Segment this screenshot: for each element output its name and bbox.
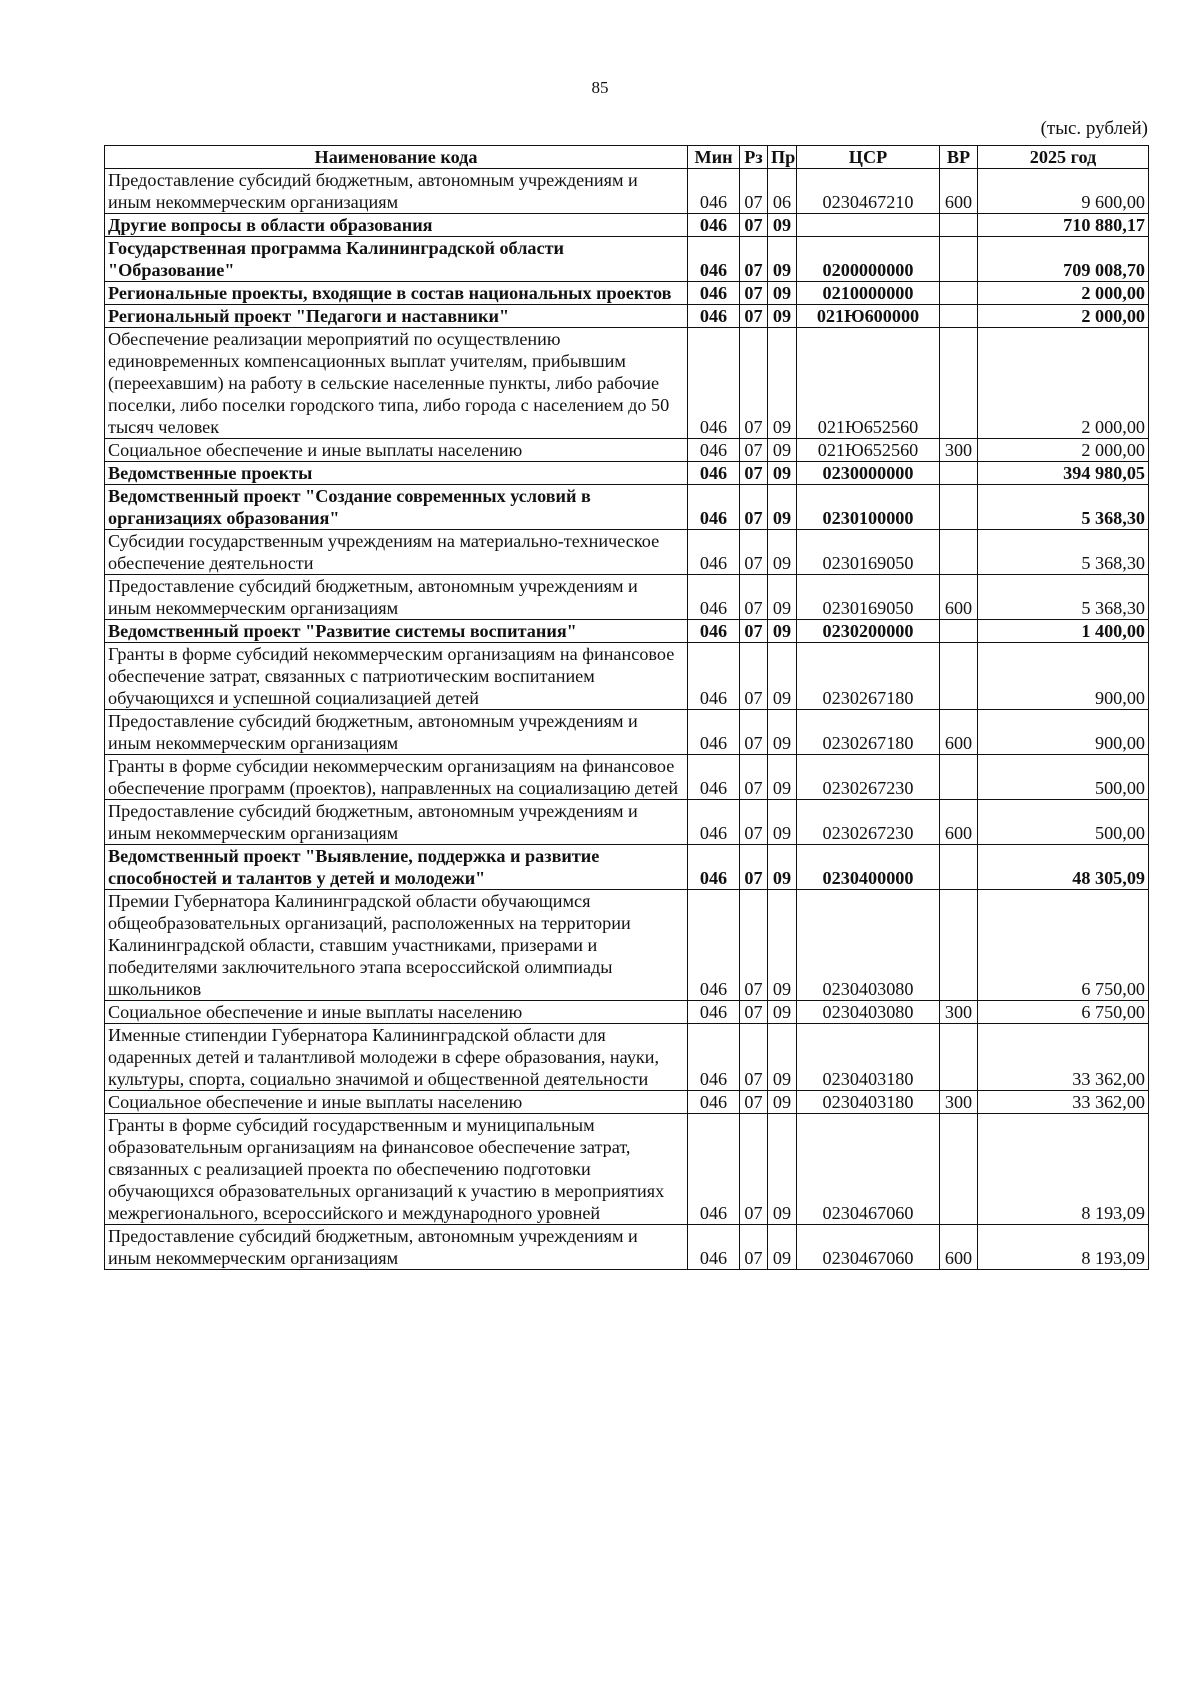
cell-sum: 1 400,00 <box>978 620 1149 643</box>
cell-vr: 300 <box>940 439 978 462</box>
cell-pr: 09 <box>768 462 797 485</box>
cell-sum: 33 362,00 <box>978 1091 1149 1114</box>
cell-sum: 8 193,09 <box>978 1225 1149 1270</box>
cell-name: Гранты в форме субсидий некоммерческим организациям на финансовое обеспечение затрат, связанных с патриотическим воспитанием обучающихся и успешной социализацией детей <box>105 643 688 710</box>
cell-name: Другие вопросы в области образования <box>105 214 688 237</box>
table-row <box>105 845 1149 890</box>
table-row <box>105 643 1149 710</box>
cell-name: Ведомственный проект "Развитие системы воспитания" <box>105 620 688 643</box>
header-sum: 2025 год <box>978 146 1149 169</box>
cell-csr: 0230000000 <box>797 462 940 485</box>
cell-csr: 0230403180 <box>797 1024 940 1091</box>
cell-pr: 09 <box>768 1114 797 1225</box>
cell-name: Региональный проект "Педагоги и наставники" <box>105 305 688 328</box>
cell-vr: 600 <box>940 169 978 214</box>
cell-name: Именные стипендии Губернатора Калининградской области для одаренных детей и талантливой молодежи в сфере образования, науки, культуры, спорта, социально значимой и общественной деятельности <box>105 1024 688 1091</box>
cell-min: 046 <box>688 575 740 620</box>
cell-min: 046 <box>688 530 740 575</box>
table-row <box>105 439 1149 462</box>
cell-csr: 0200000000 <box>797 237 940 282</box>
cell-min: 046 <box>688 1024 740 1091</box>
cell-rz: 07 <box>740 1001 768 1024</box>
cell-name: Ведомственный проект "Выявление, поддержка и развитие способностей и талантов у детей и молодежи" <box>105 845 688 890</box>
cell-csr: 021Ю600000 <box>797 305 940 328</box>
cell-min: 046 <box>688 169 740 214</box>
cell-sum: 5 368,30 <box>978 530 1149 575</box>
cell-csr: 0230267230 <box>797 800 940 845</box>
cell-pr: 09 <box>768 643 797 710</box>
cell-sum: 900,00 <box>978 643 1149 710</box>
table-header-row <box>105 146 1149 169</box>
cell-csr <box>797 214 940 237</box>
cell-csr: 0230100000 <box>797 485 940 530</box>
cell-rz: 07 <box>740 643 768 710</box>
cell-min: 046 <box>688 328 740 439</box>
cell-rz: 07 <box>740 439 768 462</box>
cell-csr: 021Ю652560 <box>797 328 940 439</box>
cell-name: Региональные проекты, входящие в состав национальных проектов <box>105 282 688 305</box>
cell-name: Ведомственные проекты <box>105 462 688 485</box>
cell-rz: 07 <box>740 755 768 800</box>
cell-rz: 07 <box>740 800 768 845</box>
cell-name: Предоставление субсидий бюджетным, автономным учреждениям и иным некоммерческим организациям <box>105 1225 688 1270</box>
cell-pr: 09 <box>768 575 797 620</box>
cell-vr: 600 <box>940 575 978 620</box>
cell-csr: 0230403080 <box>797 890 940 1001</box>
cell-vr <box>940 530 978 575</box>
cell-vr: 300 <box>940 1091 978 1114</box>
cell-sum: 900,00 <box>978 710 1149 755</box>
cell-rz: 07 <box>740 890 768 1001</box>
cell-pr: 09 <box>768 305 797 328</box>
table-row <box>105 1091 1149 1114</box>
table-row <box>105 237 1149 282</box>
cell-rz: 07 <box>740 282 768 305</box>
cell-vr <box>940 643 978 710</box>
cell-rz: 07 <box>740 1114 768 1225</box>
cell-vr <box>940 890 978 1001</box>
cell-pr: 09 <box>768 485 797 530</box>
header-rz: Рз <box>740 146 768 169</box>
cell-name: Государственная программа Калининградской области "Образование" <box>105 237 688 282</box>
table-row <box>105 1114 1149 1225</box>
cell-rz: 07 <box>740 214 768 237</box>
cell-csr: 0230467060 <box>797 1114 940 1225</box>
cell-sum: 9 600,00 <box>978 169 1149 214</box>
cell-sum: 6 750,00 <box>978 890 1149 1001</box>
cell-vr: 600 <box>940 800 978 845</box>
cell-rz: 07 <box>740 462 768 485</box>
cell-pr: 09 <box>768 282 797 305</box>
cell-min: 046 <box>688 710 740 755</box>
cell-name: Премии Губернатора Калининградской области обучающимся общеобразовательных организаций, расположенных на территории Калининградской области, ставшим участниками, призерами и победителями заключительного этапа всероссийской олимпиады школьников <box>105 890 688 1001</box>
cell-rz: 07 <box>740 620 768 643</box>
cell-min: 046 <box>688 237 740 282</box>
table-row <box>105 485 1149 530</box>
cell-vr <box>940 1114 978 1225</box>
cell-vr <box>940 462 978 485</box>
cell-csr: 0230400000 <box>797 845 940 890</box>
cell-pr: 09 <box>768 710 797 755</box>
cell-rz: 07 <box>740 1225 768 1270</box>
cell-vr: 300 <box>940 1001 978 1024</box>
cell-sum: 5 368,30 <box>978 575 1149 620</box>
cell-pr: 09 <box>768 1024 797 1091</box>
cell-vr: 600 <box>940 1225 978 1270</box>
cell-pr: 09 <box>768 214 797 237</box>
cell-rz: 07 <box>740 305 768 328</box>
cell-name: Гранты в форме субсидии некоммерческим организациям на финансовое обеспечение программ (проектов), направленных на социализацию детей <box>105 755 688 800</box>
cell-vr <box>940 305 978 328</box>
cell-sum: 709 008,70 <box>978 237 1149 282</box>
cell-csr: 0230467060 <box>797 1225 940 1270</box>
table-body <box>105 169 1149 1270</box>
cell-vr <box>940 237 978 282</box>
table-row <box>105 620 1149 643</box>
cell-rz: 07 <box>740 328 768 439</box>
page-number: 85 <box>591 78 609 97</box>
cell-pr: 09 <box>768 530 797 575</box>
cell-rz: 07 <box>740 530 768 575</box>
cell-name: Социальное обеспечение и иные выплаты населению <box>105 1001 688 1024</box>
cell-name: Социальное обеспечение и иные выплаты населению <box>105 439 688 462</box>
cell-vr: 600 <box>940 710 978 755</box>
header-min: Мин <box>688 146 740 169</box>
cell-sum: 394 980,05 <box>978 462 1149 485</box>
table-row <box>105 575 1149 620</box>
cell-csr: 0230169050 <box>797 530 940 575</box>
cell-csr: 0230267230 <box>797 755 940 800</box>
units-label: (тыс. рублей) <box>1040 118 1148 139</box>
cell-min: 046 <box>688 643 740 710</box>
cell-sum: 2 000,00 <box>978 305 1149 328</box>
cell-vr <box>940 328 978 439</box>
header-pr: Пр <box>768 146 797 169</box>
cell-min: 046 <box>688 439 740 462</box>
cell-min: 046 <box>688 845 740 890</box>
cell-name: Ведомственный проект "Создание современных условий в организациях образования" <box>105 485 688 530</box>
cell-sum: 500,00 <box>978 755 1149 800</box>
cell-vr <box>940 845 978 890</box>
cell-csr: 0230267180 <box>797 710 940 755</box>
cell-min: 046 <box>688 1001 740 1024</box>
cell-name: Гранты в форме субсидий государственным и муниципальным образовательным организациям на финансовое обеспечение затрат, связанных с реализацией проекта по обеспечению подготовки обучающихся образовательных организаций к участию в мероприятиях межрегионального, всероссийского и международного уровней <box>105 1114 688 1225</box>
cell-rz: 07 <box>740 237 768 282</box>
cell-sum: 500,00 <box>978 800 1149 845</box>
table-row <box>105 1225 1149 1270</box>
cell-sum: 48 305,09 <box>978 845 1149 890</box>
table-row <box>105 214 1149 237</box>
cell-name: Предоставление субсидий бюджетным, автономным учреждениям и иным некоммерческим организациям <box>105 575 688 620</box>
cell-min: 046 <box>688 214 740 237</box>
cell-pr: 09 <box>768 1091 797 1114</box>
cell-rz: 07 <box>740 845 768 890</box>
table-row <box>105 1024 1149 1091</box>
cell-min: 046 <box>688 485 740 530</box>
cell-min: 046 <box>688 462 740 485</box>
budget-table <box>104 145 1149 1270</box>
cell-vr <box>940 755 978 800</box>
cell-vr <box>940 282 978 305</box>
cell-sum: 2 000,00 <box>978 328 1149 439</box>
table-row <box>105 328 1149 439</box>
cell-rz: 07 <box>740 1024 768 1091</box>
cell-name: Субсидии государственным учреждениям на материально-техническое обеспечение деятельности <box>105 530 688 575</box>
cell-pr: 09 <box>768 890 797 1001</box>
cell-name: Обеспечение реализации мероприятий по осуществлению единовременных компенсационных выплат учителям, прибывшим (переехавшим) на работу в сельские населенные пункты, либо рабочие поселки, либо поселки городского типа, либо города с населением до 50 тысяч человек <box>105 328 688 439</box>
cell-csr: 0230403180 <box>797 1091 940 1114</box>
cell-rz: 07 <box>740 575 768 620</box>
cell-sum: 6 750,00 <box>978 1001 1149 1024</box>
header-csr: ЦСР <box>797 146 940 169</box>
cell-sum: 33 362,00 <box>978 1024 1149 1091</box>
table-row <box>105 1001 1149 1024</box>
cell-pr: 09 <box>768 439 797 462</box>
cell-pr: 09 <box>768 237 797 282</box>
cell-pr: 06 <box>768 169 797 214</box>
cell-rz: 07 <box>740 710 768 755</box>
table-row <box>105 305 1149 328</box>
cell-pr: 09 <box>768 1001 797 1024</box>
cell-rz: 07 <box>740 1091 768 1114</box>
table-row <box>105 462 1149 485</box>
cell-csr: 0230200000 <box>797 620 940 643</box>
cell-csr: 0230169050 <box>797 575 940 620</box>
cell-pr: 09 <box>768 755 797 800</box>
table-row <box>105 282 1149 305</box>
cell-name: Предоставление субсидий бюджетным, автономным учреждениям и иным некоммерческим организациям <box>105 169 688 214</box>
cell-sum: 8 193,09 <box>978 1114 1149 1225</box>
cell-name: Социальное обеспечение и иные выплаты населению <box>105 1091 688 1114</box>
table-row <box>105 530 1149 575</box>
cell-csr: 0210000000 <box>797 282 940 305</box>
table-row <box>105 800 1149 845</box>
cell-pr: 09 <box>768 800 797 845</box>
header-vr: ВР <box>940 146 978 169</box>
cell-pr: 09 <box>768 328 797 439</box>
cell-min: 046 <box>688 305 740 328</box>
cell-sum: 5 368,30 <box>978 485 1149 530</box>
cell-csr: 0230403080 <box>797 1001 940 1024</box>
cell-min: 046 <box>688 890 740 1001</box>
cell-min: 046 <box>688 755 740 800</box>
cell-name: Предоставление субсидий бюджетным, автономным учреждениям и иным некоммерческим организациям <box>105 710 688 755</box>
cell-sum: 710 880,17 <box>978 214 1149 237</box>
cell-min: 046 <box>688 620 740 643</box>
cell-min: 046 <box>688 282 740 305</box>
cell-rz: 07 <box>740 169 768 214</box>
cell-vr <box>940 485 978 530</box>
table-row <box>105 755 1149 800</box>
header-name: Наименование кода <box>105 146 688 169</box>
cell-rz: 07 <box>740 485 768 530</box>
cell-csr: 0230467210 <box>797 169 940 214</box>
cell-sum: 2 000,00 <box>978 439 1149 462</box>
cell-min: 046 <box>688 1114 740 1225</box>
table-row <box>105 710 1149 755</box>
cell-vr <box>940 1024 978 1091</box>
table-row <box>105 890 1149 1001</box>
cell-csr: 0230267180 <box>797 643 940 710</box>
cell-pr: 09 <box>768 1225 797 1270</box>
table-row <box>105 169 1149 214</box>
cell-vr <box>940 620 978 643</box>
cell-min: 046 <box>688 800 740 845</box>
cell-min: 046 <box>688 1225 740 1270</box>
cell-min: 046 <box>688 1091 740 1114</box>
cell-sum: 2 000,00 <box>978 282 1149 305</box>
cell-csr: 021Ю652560 <box>797 439 940 462</box>
cell-pr: 09 <box>768 620 797 643</box>
cell-pr: 09 <box>768 845 797 890</box>
cell-name: Предоставление субсидий бюджетным, автономным учреждениям и иным некоммерческим организациям <box>105 800 688 845</box>
cell-vr <box>940 214 978 237</box>
